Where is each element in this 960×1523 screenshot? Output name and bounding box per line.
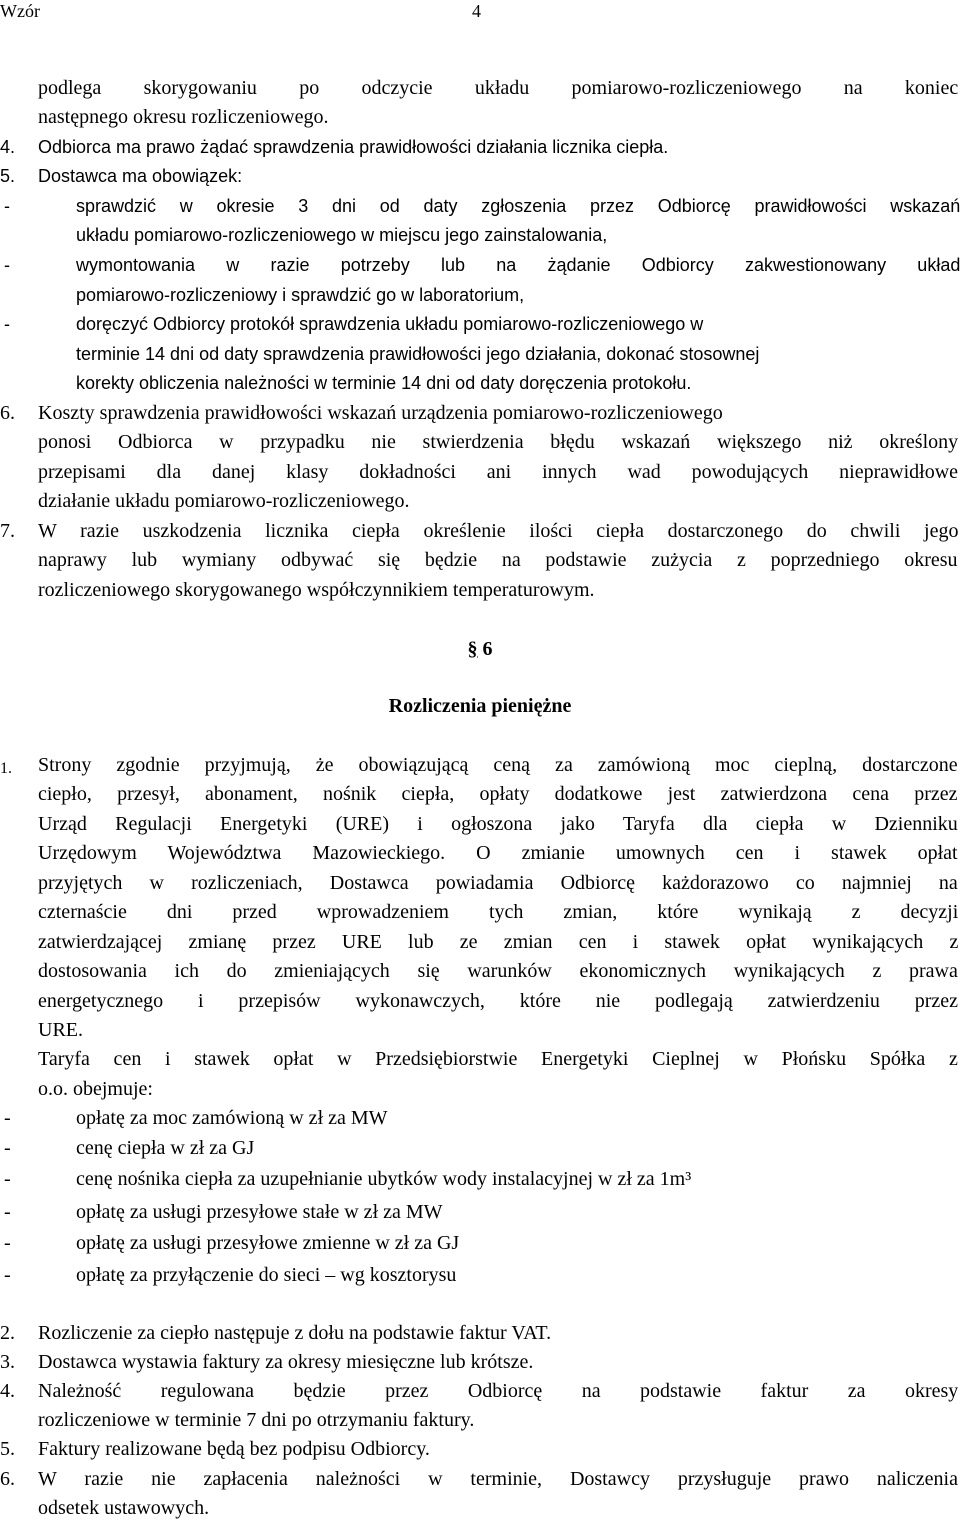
- section-title: Rozliczenia pieniężne: [388, 695, 572, 717]
- page-header: [0, 0, 960, 26]
- document-label: Wzór: [0, 1, 40, 21]
- page-number: 4: [472, 1, 481, 21]
- section-number: § 6: [467, 638, 493, 660]
